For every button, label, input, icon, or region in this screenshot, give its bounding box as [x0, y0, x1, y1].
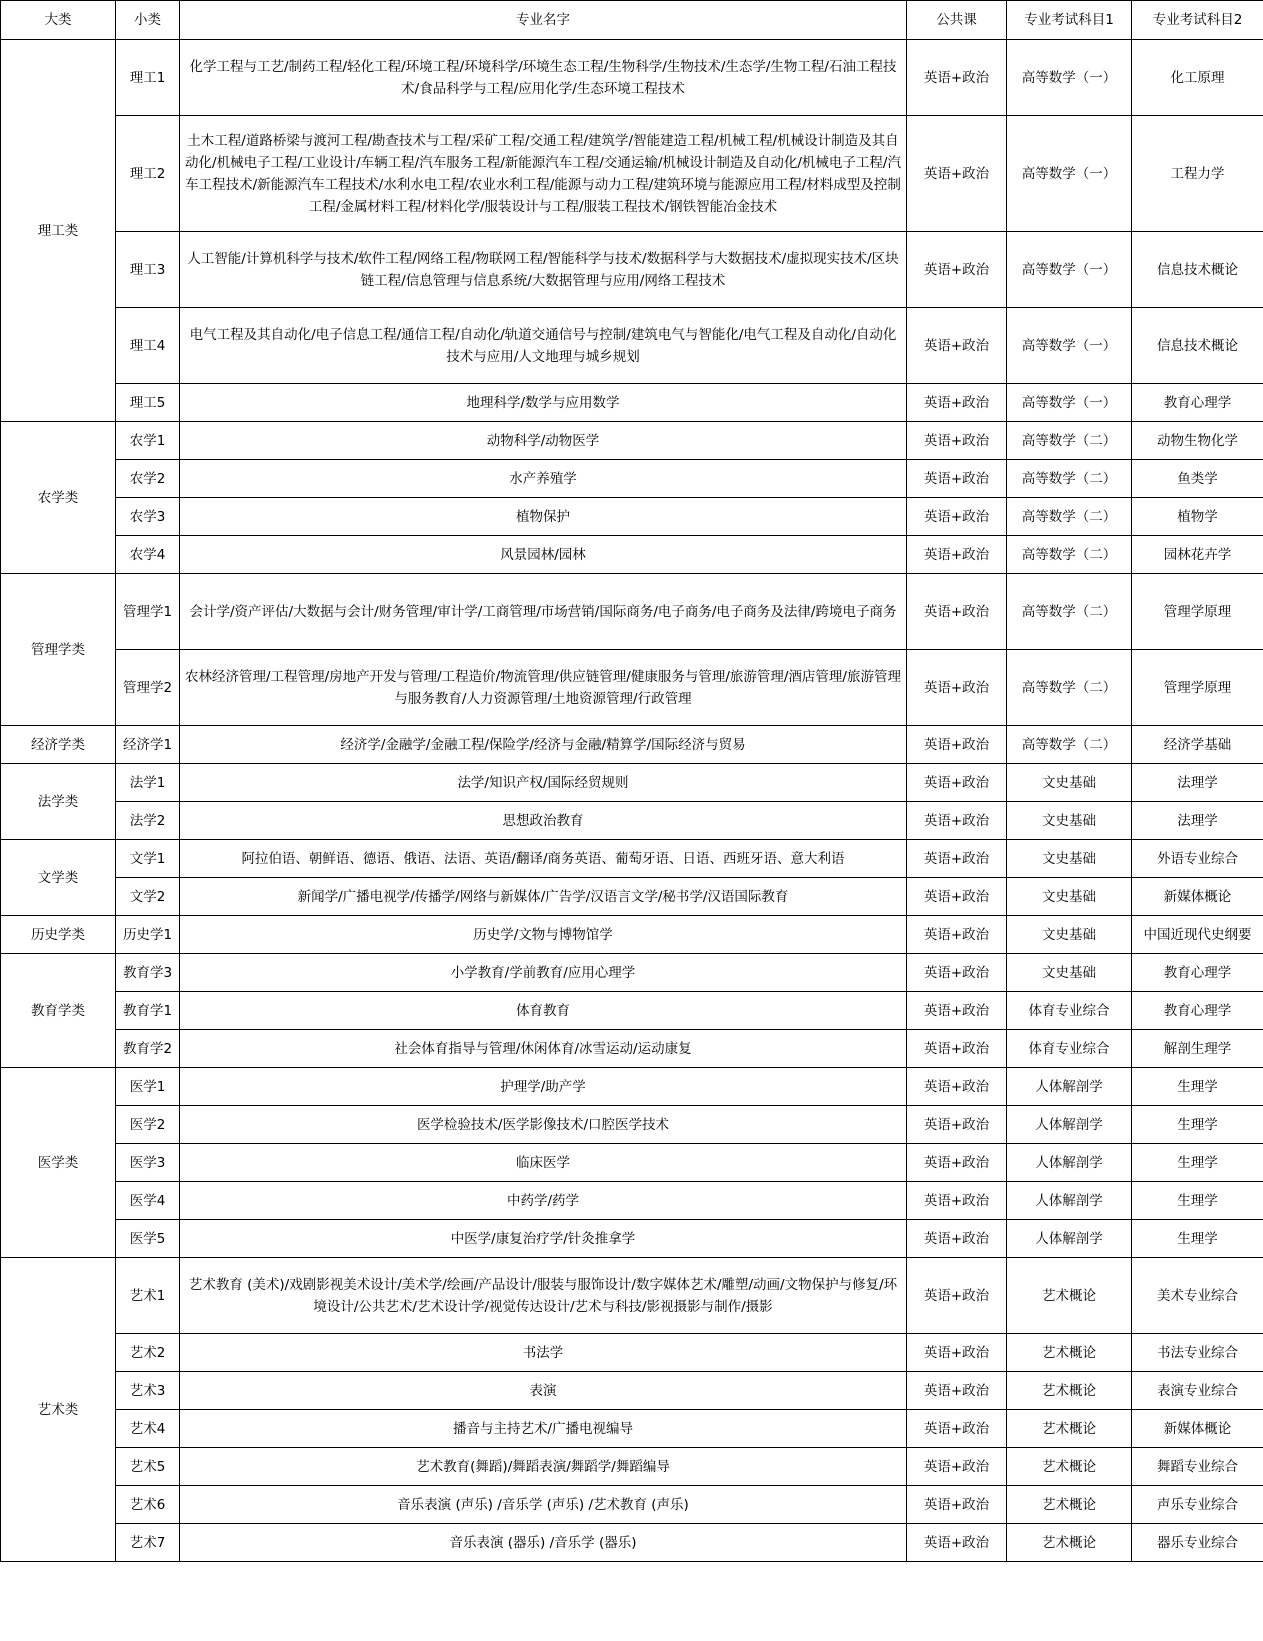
exam-subject-1-cell: 高等数学（一） [1007, 116, 1132, 232]
common-course-cell: 英语+政治 [907, 1410, 1007, 1448]
common-course-cell: 英语+政治 [907, 308, 1007, 384]
exam-subject-2-cell: 生理学 [1132, 1220, 1263, 1258]
exam-subject-2-cell: 园林花卉学 [1132, 536, 1263, 574]
table-row [1, 1030, 1263, 1068]
common-course-cell: 英语+政治 [907, 460, 1007, 498]
exam-subject-1-cell: 艺术概论 [1007, 1334, 1132, 1372]
exam-subject-2-cell: 舞蹈专业综合 [1132, 1448, 1263, 1486]
table-row [1, 1486, 1263, 1524]
subcategory-cell: 农学2 [116, 460, 180, 498]
major-names-cell: 临床医学 [180, 1144, 907, 1182]
common-course-cell: 英语+政治 [907, 1106, 1007, 1144]
major-names-cell: 小学教育/学前教育/应用心理学 [180, 954, 907, 992]
subcategory-cell: 管理学1 [116, 574, 180, 650]
exam-subject-2-cell: 法理学 [1132, 764, 1263, 802]
table-row [1, 384, 1263, 422]
table-row [1, 422, 1263, 460]
table-row [1, 1258, 1263, 1334]
major-names-cell: 化学工程与工艺/制药工程/轻化工程/环境工程/环境科学/环境生态工程/生物科学/生物技术/生态学/生物工程/石油工程技术/食品科学与工程/应用化学/生态环境工程技术 [180, 40, 907, 116]
major-names-cell: 阿拉伯语、朝鲜语、德语、俄语、法语、英语/翻译/商务英语、葡萄牙语、日语、西班牙语、意大利语 [180, 840, 907, 878]
table-row [1, 1068, 1263, 1106]
table-row [1, 1524, 1263, 1562]
common-course-cell: 英语+政治 [907, 916, 1007, 954]
subcategory-cell: 法学1 [116, 764, 180, 802]
exam-subject-2-cell: 生理学 [1132, 1182, 1263, 1220]
subcategory-cell: 文学2 [116, 878, 180, 916]
exam-subject-2-cell: 外语专业综合 [1132, 840, 1263, 878]
major-names-cell: 植物保护 [180, 498, 907, 536]
exam-subject-1-cell: 人体解剖学 [1007, 1106, 1132, 1144]
major-names-cell: 社会体育指导与管理/休闲体育/冰雪运动/运动康复 [180, 1030, 907, 1068]
common-course-cell: 英语+政治 [907, 1258, 1007, 1334]
exam-subject-2-cell: 管理学原理 [1132, 650, 1263, 726]
exam-subject-1-cell: 高等数学（一） [1007, 308, 1132, 384]
major-names-cell: 音乐表演 (声乐) /音乐学 (声乐) /艺术教育 (声乐) [180, 1486, 907, 1524]
exam-subject-2-cell: 新媒体概论 [1132, 1410, 1263, 1448]
common-course-cell: 英语+政治 [907, 992, 1007, 1030]
table-row [1, 1220, 1263, 1258]
subcategory-cell: 历史学1 [116, 916, 180, 954]
major-names-cell: 艺术教育(舞蹈)/舞蹈表演/舞蹈学/舞蹈编导 [180, 1448, 907, 1486]
table-row [1, 1182, 1263, 1220]
exam-subject-1-cell: 文史基础 [1007, 878, 1132, 916]
exam-subject-2-cell: 教育心理学 [1132, 992, 1263, 1030]
table-row [1, 1372, 1263, 1410]
table-row [1, 40, 1263, 116]
common-course-cell: 英语+政治 [907, 1068, 1007, 1106]
table-row [1, 992, 1263, 1030]
common-course-cell: 英语+政治 [907, 1144, 1007, 1182]
common-course-cell: 英语+政治 [907, 878, 1007, 916]
major-names-cell: 新闻学/广播电视学/传播学/网络与新媒体/广告学/汉语言文学/秘书学/汉语国际教育 [180, 878, 907, 916]
exam-subject-1-cell: 文史基础 [1007, 954, 1132, 992]
subcategory-cell: 理工1 [116, 40, 180, 116]
table-row [1, 308, 1263, 384]
subcategory-cell: 医学1 [116, 1068, 180, 1106]
exam-subject-2-cell: 新媒体概论 [1132, 878, 1263, 916]
table-row [1, 802, 1263, 840]
header-major-names: 专业名字 [180, 1, 907, 40]
major-names-cell: 经济学/金融学/金融工程/保险学/经济与金融/精算学/国际经济与贸易 [180, 726, 907, 764]
table-row [1, 1144, 1263, 1182]
exam-subject-1-cell: 艺术概论 [1007, 1372, 1132, 1410]
category-cell: 经济学类 [1, 726, 116, 764]
subcategory-cell: 农学3 [116, 498, 180, 536]
exam-subject-1-cell: 体育专业综合 [1007, 1030, 1132, 1068]
subcategory-cell: 管理学2 [116, 650, 180, 726]
common-course-cell: 英语+政治 [907, 1182, 1007, 1220]
table-row [1, 954, 1263, 992]
exam-subject-1-cell: 高等数学（一） [1007, 384, 1132, 422]
table-row [1, 764, 1263, 802]
exam-subject-1-cell: 高等数学（二） [1007, 460, 1132, 498]
exam-subject-2-cell: 信息技术概论 [1132, 308, 1263, 384]
subcategory-cell: 农学1 [116, 422, 180, 460]
exam-subject-2-cell: 工程力学 [1132, 116, 1263, 232]
common-course-cell: 英语+政治 [907, 1334, 1007, 1372]
subcategory-cell: 艺术2 [116, 1334, 180, 1372]
exam-subject-1-cell: 人体解剖学 [1007, 1144, 1132, 1182]
major-names-cell: 土木工程/道路桥梁与渡河工程/勘查技术与工程/采矿工程/交通工程/建筑学/智能建造工程/机械工程/机械设计制造及其自动化/机械电子工程/工业设计/车辆工程/汽车服务工程/新能源汽车工程/交通运输/机械设计制造及自动化/机械电子工程/汽车工程技术/新能源汽车工程技术/水利水电工程/农业水利工程/能源与动力工程/建筑环境与能源应用工程/材料成型及控制工程/金属材料工程/材料化学/服装设计与工程/服装工程技术/钢铁智能冶金技术 [180, 116, 907, 232]
exam-subject-2-cell: 信息技术概论 [1132, 232, 1263, 308]
exam-subject-2-cell: 动物生物化学 [1132, 422, 1263, 460]
header-common-course: 公共课 [907, 1, 1007, 40]
exam-subject-1-cell: 艺术概论 [1007, 1524, 1132, 1562]
common-course-cell: 英语+政治 [907, 840, 1007, 878]
exam-subject-1-cell: 高等数学（二） [1007, 574, 1132, 650]
common-course-cell: 英语+政治 [907, 1030, 1007, 1068]
table-row [1, 916, 1263, 954]
category-cell: 教育学类 [1, 954, 116, 1068]
major-names-cell: 历史学/文物与博物馆学 [180, 916, 907, 954]
exam-subject-2-cell: 管理学原理 [1132, 574, 1263, 650]
exam-subject-1-cell: 人体解剖学 [1007, 1220, 1132, 1258]
exam-subject-1-cell: 艺术概论 [1007, 1410, 1132, 1448]
subcategory-cell: 医学5 [116, 1220, 180, 1258]
exam-subject-2-cell: 教育心理学 [1132, 384, 1263, 422]
common-course-cell: 英语+政治 [907, 40, 1007, 116]
exam-subject-2-cell: 经济学基础 [1132, 726, 1263, 764]
exam-subject-1-cell: 体育专业综合 [1007, 992, 1132, 1030]
header-subcategory: 小类 [116, 1, 180, 40]
exam-subject-1-cell: 高等数学（二） [1007, 536, 1132, 574]
common-course-cell: 英语+政治 [907, 1448, 1007, 1486]
category-cell: 理工类 [1, 40, 116, 422]
major-names-cell: 法学/知识产权/国际经贸规则 [180, 764, 907, 802]
major-names-cell: 音乐表演 (器乐) /音乐学 (器乐) [180, 1524, 907, 1562]
exam-subject-2-cell: 生理学 [1132, 1144, 1263, 1182]
major-names-cell: 护理学/助产学 [180, 1068, 907, 1106]
exam-subject-1-cell: 高等数学（一） [1007, 40, 1132, 116]
exam-subject-2-cell: 中国近现代史纲要 [1132, 916, 1263, 954]
table-row [1, 650, 1263, 726]
subcategory-cell: 艺术7 [116, 1524, 180, 1562]
category-cell: 管理学类 [1, 574, 116, 726]
category-cell: 历史学类 [1, 916, 116, 954]
major-names-cell: 体育教育 [180, 992, 907, 1030]
exam-subject-1-cell: 人体解剖学 [1007, 1068, 1132, 1106]
exam-subject-2-cell: 声乐专业综合 [1132, 1486, 1263, 1524]
major-names-cell: 水产养殖学 [180, 460, 907, 498]
exam-subject-2-cell: 书法专业综合 [1132, 1334, 1263, 1372]
exam-subject-2-cell: 美术专业综合 [1132, 1258, 1263, 1334]
table-row [1, 878, 1263, 916]
exam-subject-1-cell: 艺术概论 [1007, 1258, 1132, 1334]
exam-subject-1-cell: 文史基础 [1007, 802, 1132, 840]
major-names-cell: 播音与主持艺术/广播电视编导 [180, 1410, 907, 1448]
table-row [1, 498, 1263, 536]
subcategory-cell: 医学4 [116, 1182, 180, 1220]
table-row [1, 1448, 1263, 1486]
major-names-cell: 医学检验技术/医学影像技术/口腔医学技术 [180, 1106, 907, 1144]
common-course-cell: 英语+政治 [907, 954, 1007, 992]
table-body [1, 40, 1263, 1562]
subcategory-cell: 艺术1 [116, 1258, 180, 1334]
table-row [1, 1410, 1263, 1448]
exam-subject-1-cell: 高等数学（二） [1007, 498, 1132, 536]
exam-subject-2-cell: 化工原理 [1132, 40, 1263, 116]
table-row [1, 536, 1263, 574]
subcategory-cell: 艺术3 [116, 1372, 180, 1410]
major-names-cell: 风景园林/园林 [180, 536, 907, 574]
header-row [1, 1, 1263, 40]
exam-subject-2-cell: 表演专业综合 [1132, 1372, 1263, 1410]
exam-subject-2-cell: 鱼类学 [1132, 460, 1263, 498]
major-names-cell: 表演 [180, 1372, 907, 1410]
header-exam-subject-2: 专业考试科目2 [1132, 1, 1263, 40]
exam-subject-1-cell: 文史基础 [1007, 840, 1132, 878]
table-row [1, 460, 1263, 498]
exam-subject-2-cell: 器乐专业综合 [1132, 1524, 1263, 1562]
major-names-cell: 艺术教育 (美术)/戏剧影视美术设计/美术学/绘画/产品设计/服装与服饰设计/数字媒体艺术/雕塑/动画/文物保护与修复/环境设计/公共艺术/艺术设计学/视觉传达设计/艺术与科技/影视摄影与制作/摄影 [180, 1258, 907, 1334]
common-course-cell: 英语+政治 [907, 536, 1007, 574]
exam-subject-1-cell: 人体解剖学 [1007, 1182, 1132, 1220]
table-row [1, 1334, 1263, 1372]
header-exam-subject-1: 专业考试科目1 [1007, 1, 1132, 40]
table-row [1, 574, 1263, 650]
exam-subject-1-cell: 艺术概论 [1007, 1448, 1132, 1486]
major-names-cell: 书法学 [180, 1334, 907, 1372]
common-course-cell: 英语+政治 [907, 116, 1007, 232]
common-course-cell: 英语+政治 [907, 726, 1007, 764]
exam-subject-1-cell: 高等数学（一） [1007, 232, 1132, 308]
category-cell: 农学类 [1, 422, 116, 574]
common-course-cell: 英语+政治 [907, 498, 1007, 536]
common-course-cell: 英语+政治 [907, 1220, 1007, 1258]
subcategory-cell: 农学4 [116, 536, 180, 574]
table-row [1, 116, 1263, 232]
exam-subject-1-cell: 文史基础 [1007, 916, 1132, 954]
category-cell: 艺术类 [1, 1258, 116, 1562]
subcategory-cell: 教育学3 [116, 954, 180, 992]
category-cell: 文学类 [1, 840, 116, 916]
subcategory-cell: 教育学1 [116, 992, 180, 1030]
major-names-cell: 中医学/康复治疗学/针灸推拿学 [180, 1220, 907, 1258]
subcategory-cell: 文学1 [116, 840, 180, 878]
subcategory-cell: 医学2 [116, 1106, 180, 1144]
subcategory-cell: 理工4 [116, 308, 180, 384]
exam-subject-2-cell: 植物学 [1132, 498, 1263, 536]
subcategory-cell: 艺术6 [116, 1486, 180, 1524]
category-cell: 医学类 [1, 1068, 116, 1258]
common-course-cell: 英语+政治 [907, 1486, 1007, 1524]
subcategory-cell: 理工2 [116, 116, 180, 232]
subcategory-cell: 理工3 [116, 232, 180, 308]
common-course-cell: 英语+政治 [907, 764, 1007, 802]
subcategory-cell: 经济学1 [116, 726, 180, 764]
exam-subject-2-cell: 教育心理学 [1132, 954, 1263, 992]
major-names-cell: 电气工程及其自动化/电子信息工程/通信工程/自动化/轨道交通信号与控制/建筑电气与智能化/电气工程及自动化/自动化技术与应用/人文地理与城乡规划 [180, 308, 907, 384]
subcategory-cell: 艺术5 [116, 1448, 180, 1486]
table-row [1, 840, 1263, 878]
exam-subject-1-cell: 文史基础 [1007, 764, 1132, 802]
major-names-cell: 会计学/资产评估/大数据与会计/财务管理/审计学/工商管理/市场营销/国际商务/电子商务/电子商务及法律/跨境电子商务 [180, 574, 907, 650]
common-course-cell: 英语+政治 [907, 802, 1007, 840]
category-cell: 法学类 [1, 764, 116, 840]
common-course-cell: 英语+政治 [907, 232, 1007, 308]
exam-subject-1-cell: 高等数学（二） [1007, 726, 1132, 764]
major-names-cell: 农林经济管理/工程管理/房地产开发与管理/工程造价/物流管理/供应链管理/健康服务与管理/旅游管理/酒店管理/旅游管理与服务教育/人力资源管理/土地资源管理/行政管理 [180, 650, 907, 726]
subcategory-cell: 法学2 [116, 802, 180, 840]
exam-subject-2-cell: 解剖生理学 [1132, 1030, 1263, 1068]
exam-subject-1-cell: 艺术概论 [1007, 1486, 1132, 1524]
exam-subject-1-cell: 高等数学（二） [1007, 650, 1132, 726]
subcategory-cell: 教育学2 [116, 1030, 180, 1068]
major-names-cell: 人工智能/计算机科学与技术/软件工程/网络工程/物联网工程/智能科学与技术/数据科学与大数据技术/虚拟现实技术/区块链工程/信息管理与信息系统/大数据管理与应用/网络工程技术 [180, 232, 907, 308]
common-course-cell: 英语+政治 [907, 384, 1007, 422]
table-row [1, 726, 1263, 764]
common-course-cell: 英语+政治 [907, 1372, 1007, 1410]
subcategory-cell: 理工5 [116, 384, 180, 422]
subcategory-cell: 医学3 [116, 1144, 180, 1182]
major-names-cell: 中药学/药学 [180, 1182, 907, 1220]
table-row [1, 1106, 1263, 1144]
header-category: 大类 [1, 1, 116, 40]
common-course-cell: 英语+政治 [907, 650, 1007, 726]
exam-subject-2-cell: 生理学 [1132, 1068, 1263, 1106]
major-names-cell: 地理科学/数学与应用数学 [180, 384, 907, 422]
exam-subject-2-cell: 生理学 [1132, 1106, 1263, 1144]
common-course-cell: 英语+政治 [907, 574, 1007, 650]
major-names-cell: 动物科学/动物医学 [180, 422, 907, 460]
common-course-cell: 英语+政治 [907, 1524, 1007, 1562]
exam-subject-2-cell: 法理学 [1132, 802, 1263, 840]
subcategory-cell: 艺术4 [116, 1410, 180, 1448]
table-row [1, 232, 1263, 308]
exam-subject-1-cell: 高等数学（二） [1007, 422, 1132, 460]
common-course-cell: 英语+政治 [907, 422, 1007, 460]
major-names-cell: 思想政治教育 [180, 802, 907, 840]
